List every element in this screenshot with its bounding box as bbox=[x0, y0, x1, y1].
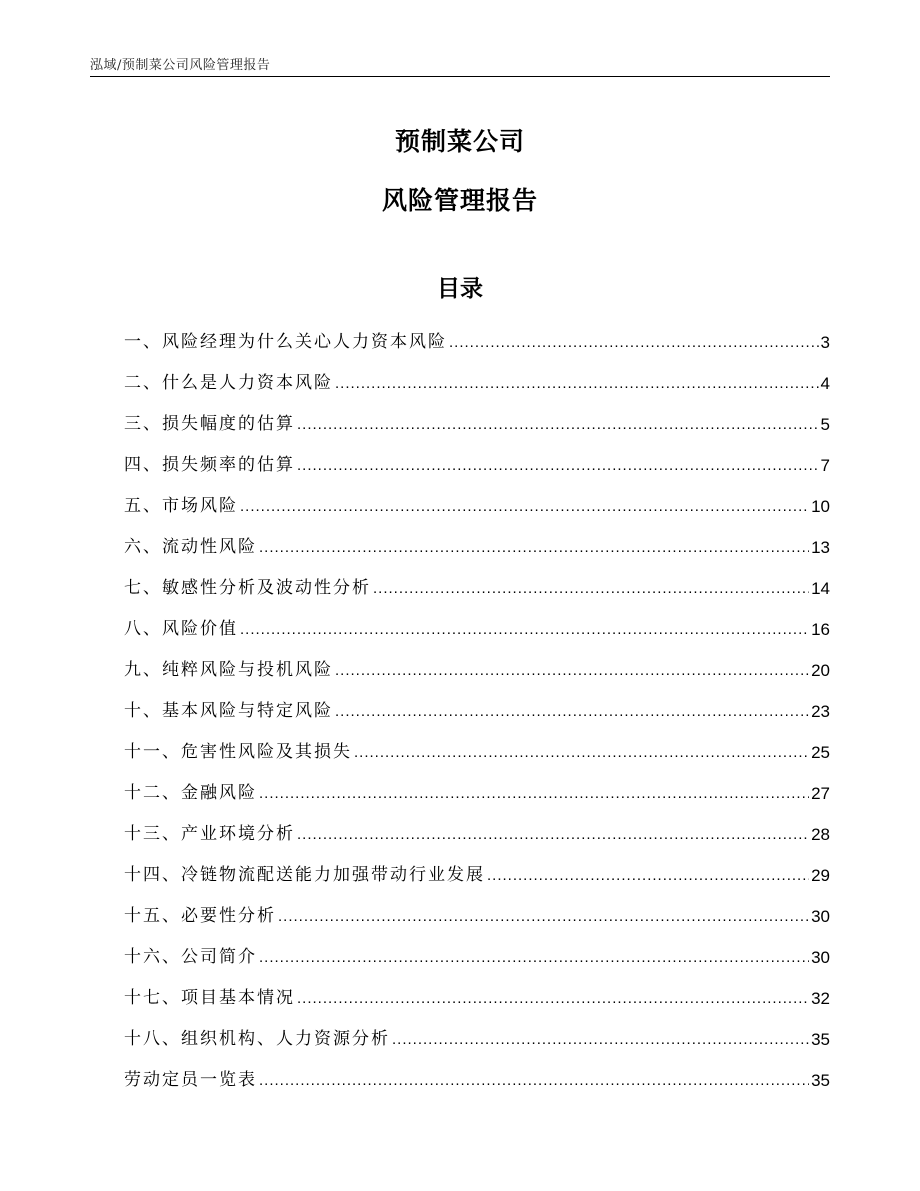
toc-dot-leader bbox=[354, 732, 809, 773]
toc-entry-page-number: 7 bbox=[820, 456, 830, 475]
toc-dot-leader bbox=[259, 937, 809, 978]
toc-entry-page-number: 5 bbox=[820, 415, 830, 434]
toc-entry-page-number: 30 bbox=[811, 948, 830, 967]
toc-entry-number: 三、 bbox=[124, 414, 162, 434]
toc-entry-title: 市场风险 bbox=[162, 496, 238, 516]
toc-entry[interactable] bbox=[124, 896, 830, 937]
toc-entry-number: 十一、 bbox=[124, 742, 181, 762]
table-of-contents bbox=[124, 322, 830, 1101]
toc-entry-title: 金融风险 bbox=[181, 783, 257, 803]
toc-entry-page-number: 30 bbox=[811, 907, 830, 926]
toc-entry-page-number: 35 bbox=[811, 1071, 830, 1090]
toc-dot-leader bbox=[297, 814, 809, 855]
toc-entry[interactable] bbox=[124, 322, 830, 363]
toc-dot-leader bbox=[240, 609, 809, 650]
toc-entry[interactable] bbox=[124, 1060, 830, 1101]
toc-dot-leader bbox=[335, 363, 819, 404]
toc-entry[interactable] bbox=[124, 445, 830, 486]
toc-entry[interactable] bbox=[124, 486, 830, 527]
toc-entry-number: 十四、 bbox=[124, 865, 181, 885]
toc-entry[interactable] bbox=[124, 609, 830, 650]
toc-entry-number: 一、 bbox=[124, 332, 162, 352]
toc-entry[interactable] bbox=[124, 732, 830, 773]
toc-entry-page-number: 35 bbox=[811, 1030, 830, 1049]
toc-entry-title: 冷链物流配送能力加强带动行业发展 bbox=[181, 865, 485, 885]
toc-entry-page-number: 27 bbox=[811, 784, 830, 803]
toc-dot-leader bbox=[259, 527, 809, 568]
toc-entry-number: 八、 bbox=[124, 619, 162, 639]
toc-dot-leader bbox=[297, 978, 809, 1019]
header-rule bbox=[90, 76, 830, 77]
toc-entry[interactable] bbox=[124, 773, 830, 814]
toc-entry-title: 危害性风险及其损失 bbox=[181, 742, 352, 762]
toc-dot-leader bbox=[259, 773, 809, 814]
toc-entry[interactable] bbox=[124, 568, 830, 609]
toc-entry-title: 项目基本情况 bbox=[181, 988, 295, 1008]
toc-entry-title: 风险价值 bbox=[162, 619, 238, 639]
toc-dot-leader bbox=[392, 1019, 809, 1060]
toc-entry[interactable] bbox=[124, 363, 830, 404]
toc-entry-number: 四、 bbox=[124, 455, 162, 475]
toc-dot-leader bbox=[487, 855, 809, 896]
toc-entry-number: 十二、 bbox=[124, 783, 181, 803]
toc-dot-leader bbox=[259, 1060, 809, 1101]
toc-entry[interactable] bbox=[124, 691, 830, 732]
toc-entry-title: 流动性风险 bbox=[162, 537, 257, 557]
toc-entry[interactable] bbox=[124, 404, 830, 445]
toc-dot-leader bbox=[335, 650, 809, 691]
toc-entry-title: 基本风险与特定风险 bbox=[162, 701, 333, 721]
toc-entry-number: 五、 bbox=[124, 496, 162, 516]
toc-entry-page-number: 10 bbox=[811, 497, 830, 516]
document-title-line-2: 风险管理报告 bbox=[381, 186, 538, 215]
toc-dot-leader bbox=[373, 568, 809, 609]
toc-entry-title: 必要性分析 bbox=[181, 906, 276, 926]
toc-dot-leader bbox=[449, 322, 819, 363]
toc-entry-page-number: 3 bbox=[820, 333, 830, 352]
toc-entry-page-number: 20 bbox=[811, 661, 830, 680]
toc-entry[interactable] bbox=[124, 650, 830, 691]
toc-entry-number: 十六、 bbox=[124, 947, 181, 967]
toc-dot-leader bbox=[278, 896, 809, 937]
toc-entry-title: 损失频率的估算 bbox=[162, 455, 295, 475]
toc-dot-leader bbox=[335, 691, 809, 732]
toc-entry-page-number: 13 bbox=[811, 538, 830, 557]
toc-entry-title: 风险经理为什么关心人力资本风险 bbox=[162, 332, 447, 352]
toc-entry-number: 十、 bbox=[124, 701, 162, 721]
toc-entry-number: 十七、 bbox=[124, 988, 181, 1008]
running-header: 泓域/预制菜公司风险管理报告 bbox=[90, 58, 271, 73]
toc-entry[interactable] bbox=[124, 527, 830, 568]
toc-entry-title: 纯粹风险与投机风险 bbox=[162, 660, 333, 680]
toc-entry-page-number: 32 bbox=[811, 989, 830, 1008]
toc-entry[interactable] bbox=[124, 814, 830, 855]
toc-entry-page-number: 4 bbox=[820, 374, 830, 393]
toc-entry[interactable] bbox=[124, 978, 830, 1019]
toc-entry-title: 产业环境分析 bbox=[181, 824, 295, 844]
toc-entry-title: 敏感性分析及波动性分析 bbox=[162, 578, 371, 598]
toc-dot-leader bbox=[240, 486, 809, 527]
toc-entry[interactable] bbox=[124, 855, 830, 896]
toc-entry-number: 六、 bbox=[124, 537, 162, 557]
toc-entry-number: 十三、 bbox=[124, 824, 181, 844]
toc-entry-number: 十八、 bbox=[124, 1029, 181, 1049]
toc-dot-leader bbox=[297, 404, 819, 445]
toc-entry-number: 九、 bbox=[124, 660, 162, 680]
toc-entry[interactable] bbox=[124, 1019, 830, 1060]
toc-entry-page-number: 28 bbox=[811, 825, 830, 844]
document-title-line-1: 预制菜公司 bbox=[394, 127, 525, 156]
toc-entry-number: 十五、 bbox=[124, 906, 181, 926]
toc-entry-page-number: 29 bbox=[811, 866, 830, 885]
toc-entry-title: 损失幅度的估算 bbox=[162, 414, 295, 434]
toc-entry-number: 二、 bbox=[124, 373, 162, 393]
toc-entry-title: 什么是人力资本风险 bbox=[162, 373, 333, 393]
toc-entry-title: 公司简介 bbox=[181, 947, 257, 967]
toc-heading: 目录 bbox=[437, 276, 483, 302]
toc-entry-page-number: 25 bbox=[811, 743, 830, 762]
toc-entry-page-number: 16 bbox=[811, 620, 830, 639]
toc-entry[interactable] bbox=[124, 937, 830, 978]
toc-dot-leader bbox=[297, 445, 819, 486]
toc-entry-title: 组织机构、人力资源分析 bbox=[181, 1029, 390, 1049]
toc-entry-number: 七、 bbox=[124, 578, 162, 598]
toc-entry-page-number: 23 bbox=[811, 702, 830, 721]
toc-entry-title: 劳动定员一览表 bbox=[124, 1070, 257, 1090]
toc-entry-page-number: 14 bbox=[811, 579, 830, 598]
